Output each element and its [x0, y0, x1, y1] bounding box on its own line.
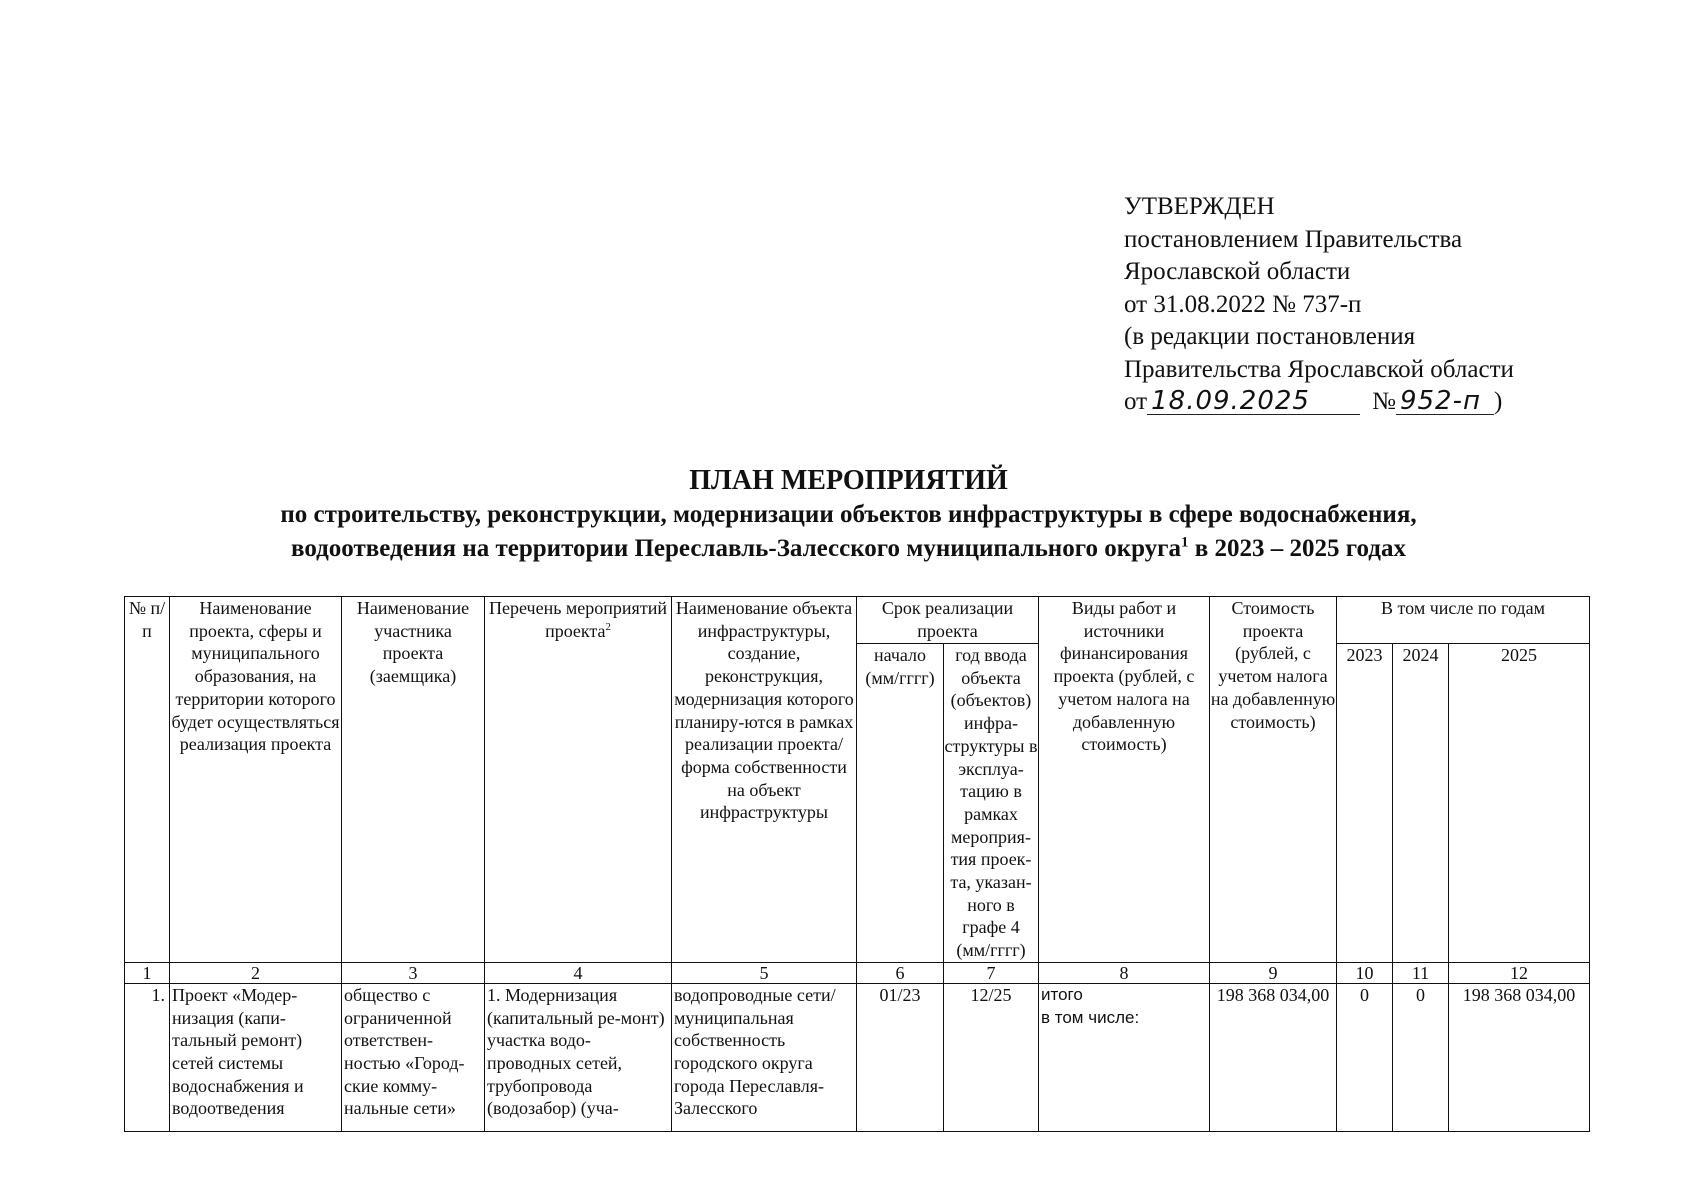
plan-table	[124, 596, 1590, 1132]
row-number: 1.	[125, 983, 170, 1131]
column-number: 1	[125, 962, 170, 983]
header-term-group: Срок реализации проекта	[857, 597, 1039, 644]
column-number: 2	[170, 962, 342, 983]
header-number: № п/п	[125, 597, 170, 963]
header-years-group: В том числе по годам	[1337, 597, 1590, 644]
header-project-name: Наименование проекта, сферы и муниципального образования, на территории которого будет осуществляться реализация проекта	[170, 597, 342, 963]
project-cost: 198 368 034,00	[1210, 983, 1337, 1131]
header-participant: Наименование участника проекта (заемщика)	[342, 597, 485, 963]
document-title-block	[0, 464, 1697, 566]
closing-paren: )	[1493, 388, 1503, 415]
approval-line: (в редакции постановления	[1124, 323, 1416, 350]
document-subtitle-2	[0, 532, 1697, 566]
approval-line: от 31.08.2022 № 737-п	[1124, 290, 1362, 318]
approval-heading: УТВЕРЖДЕН	[1124, 193, 1275, 220]
subtitle-text: водоотведения на территории Переславль-Залесского муниципального округа	[291, 535, 1182, 562]
header-start: начало (мм/гггг)	[857, 644, 944, 963]
cost-2025: 198 368 034,00	[1449, 983, 1590, 1131]
cost-2023: 0	[1337, 983, 1393, 1131]
column-number: 9	[1210, 962, 1337, 983]
footnote-marker: 1	[1181, 534, 1189, 551]
works-financing	[1039, 983, 1210, 1131]
column-number: 3	[342, 962, 485, 983]
ot-label: от	[1124, 388, 1148, 415]
number-label: №	[1372, 388, 1396, 415]
header-year-2023: 2023	[1337, 644, 1393, 963]
approval-line: постановлением Правительства	[1124, 225, 1463, 253]
cost-2024: 0	[1393, 983, 1449, 1131]
column-number: 8	[1039, 962, 1210, 983]
handwritten-date: 18.09.2025	[1147, 388, 1360, 415]
document-subtitle-1: по строительству, реконструкции, модернизации объектов инфраструктуры в сфере водоснабжения,	[280, 501, 1417, 528]
column-number: 11	[1393, 962, 1449, 983]
column-number: 5	[672, 962, 857, 983]
subtitle-text: в 2023 – 2025 годах	[1188, 535, 1406, 562]
approval-signature-line	[1124, 386, 1644, 419]
header-commission: год ввода объекта (объектов) инфра-структуры в эксплуа-тацию в рамках мероприя-тия проек-та, указан-ного в графе 4 (мм/гггг)	[944, 644, 1039, 963]
column-number: 6	[857, 962, 944, 983]
header-row-1	[125, 597, 1590, 644]
participant-name: общество с ограниченной ответствен-ностью «Город-ские комму-нальные сети»	[342, 983, 485, 1131]
works-including-label: в том числе:	[1041, 1007, 1140, 1027]
approval-stamp	[1124, 191, 1644, 419]
header-object: Наименование объекта инфраструктуры, создание, реконструкция, модернизация которого планиру-ются в рамках реализации проекта/ форма собственности на объект инфраструктуры	[672, 597, 857, 963]
header-year-2025: 2025	[1449, 644, 1590, 963]
column-number: 10	[1337, 962, 1393, 983]
footnote-marker: 2	[605, 620, 611, 633]
measures-list: 1. Модернизация (капитальный ре-монт) участка водо-проводных сетей, трубопровода (водозабор) (уча-	[485, 983, 672, 1131]
header-cost: Стоимость проекта (рублей, с учетом налога на добавленную стоимость)	[1210, 597, 1337, 963]
commission-date: 12/25	[944, 983, 1039, 1131]
header-measures-text: Перечень мероприятий проекта	[489, 598, 667, 641]
works-total-label: итого	[1041, 984, 1083, 1004]
document-title: ПЛАН МЕРОПРИЯТИЙ	[689, 465, 1008, 496]
handwritten-number: 952-п	[1396, 388, 1494, 415]
start-date: 01/23	[857, 983, 944, 1131]
approval-line: Правительства Ярославской области	[1124, 355, 1514, 383]
column-number: 7	[944, 962, 1039, 983]
column-number-row	[125, 962, 1590, 983]
header-measures	[485, 597, 672, 963]
table-row	[125, 983, 1590, 1131]
column-number: 4	[485, 962, 672, 983]
column-number: 12	[1449, 962, 1590, 983]
header-year-2024: 2024	[1393, 644, 1449, 963]
project-name: Проект «Модер-низация (капи-тальный ремонт) сетей системы водоснабжения и водоотведения	[170, 983, 342, 1131]
header-works: Виды работ и источники финансирования проекта (рублей, с учетом налога на добавленную стоимость)	[1039, 597, 1210, 963]
approval-line: Ярославской области	[1124, 258, 1351, 285]
infrastructure-object: водопроводные сети/ муниципальная собственность городского округа города Переславля-Залесского	[672, 983, 857, 1131]
